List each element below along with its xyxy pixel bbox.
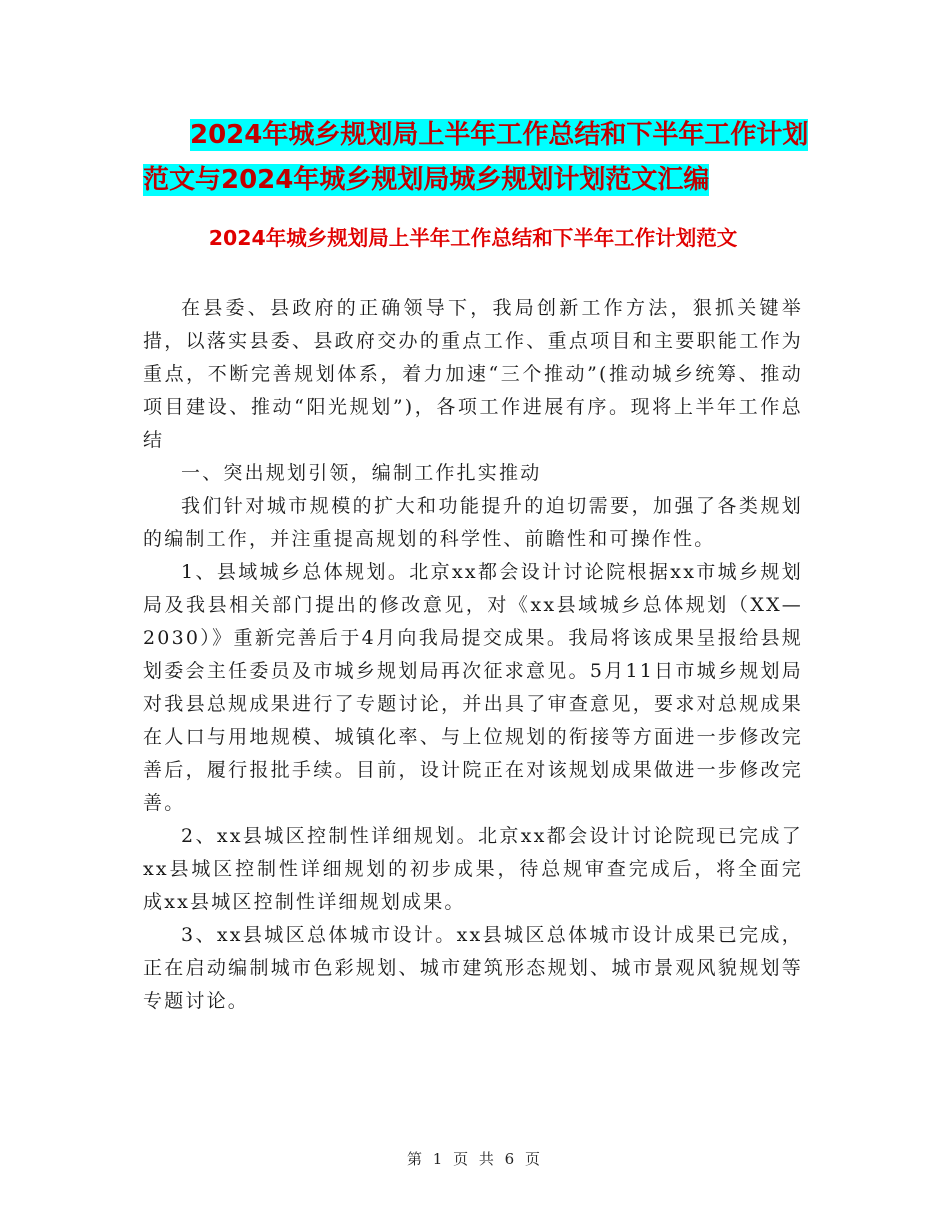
paragraph: 我们针对城市规模的扩大和功能提升的迫切需要，加强了各类规划的编制工作，并注重提高规划的科学性、前瞻性和可操作性。 [143, 495, 803, 550]
document-body [143, 292, 803, 1018]
document-title [143, 113, 823, 203]
title-line-2: 范文与2024年城乡规划局城乡规划计划范文汇编 [143, 165, 710, 195]
page-number: 第 1 页 共 6 页 [407, 1150, 543, 1168]
section-heading: 一、突出规划引领，编制工作扎实推动 [181, 462, 542, 484]
paragraph: 在县委、县政府的正确领导下，我局创新工作方法，狠抓关键举措，以落实县委、县政府交办的重点工作、重点项目和主要职能工作为重点，不断完善规划体系，着力加速“三个推动”(推动城乡统筹、推动项目建设、推动“阳光规划”)，各项工作进展有序。现将上半年工作总结 [143, 297, 803, 451]
section-title: 2024年城乡规划局上半年工作总结和下半年工作计划范文 [208, 226, 738, 250]
paragraph: 3、xx县城区总体城市设计。xx县城区总体城市设计成果已完成，正在启动编制城市色彩规划、城市建筑形态规划、城市景观风貌规划等专题讨论。 [143, 924, 803, 1012]
paragraph: 2、xx县城区控制性详细规划。北京xx都会设计讨论院现已完成了xx县城区控制性详细规划的初步成果，待总规审查完成后，将全面完成xx县城区控制性详细规划成果。 [143, 825, 803, 913]
title-line-1: 2024年城乡规划局上半年工作总结和下半年工作计划 [190, 120, 809, 150]
paragraph: 1、县域城乡总体规划。北京xx都会设计讨论院根据xx市城乡规划局及我县相关部门提出的修改意见，对《xx县域城乡总体规划（XX—2030）》重新完善后于4月向我局提交成果。我局将该成果呈报给县规划委会主任委员及市城乡规划局再次征求意见。5月11日市城乡规划局对我县总规成果进行了专题讨论，并出具了审查意见，要求对总规成果在人口与用地规模、城镇化率、与上位规划的衔接等方面进一步修改完善后，履行报批手续。目前，设计院正在对该规划成果做进一步修改完善。 [143, 561, 803, 814]
